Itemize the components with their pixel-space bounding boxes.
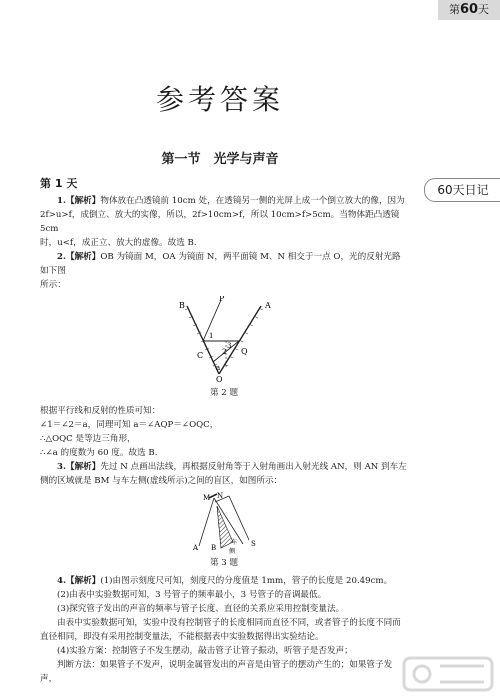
- label-A: A: [265, 301, 271, 310]
- label-A: A: [193, 544, 199, 552]
- day-heading: 第 1 天: [40, 177, 78, 190]
- q4-line-0: 4.【解析】(1)由图示刻度尺可知，刻度尺的分度值是 1mm，管子的长度是 20.49cm。: [57, 576, 393, 586]
- answer-content: [40, 194, 408, 686]
- q2-after-3: ∴∠a 的度数为 60 度。故选 B.: [40, 448, 158, 458]
- figure-q2: [169, 296, 279, 384]
- q4-line-3: 由表中实验数据可知，实验中没有控制管子的长度相同而直径不同，或者管子的长度不同而: [57, 618, 401, 628]
- label-M: M: [203, 494, 211, 502]
- label-C: C: [197, 351, 204, 360]
- figure-q3-caption: 第 3 题: [209, 558, 239, 568]
- label-B: B: [179, 301, 185, 310]
- page-number: 60: [459, 2, 479, 17]
- section-title: 第一节 光学与声音: [161, 152, 279, 167]
- q4-line-2: (3)探究管子发出的声音的频率与管子长度、直径的关系应采用控制变量法。: [57, 604, 345, 614]
- label-P: P: [219, 296, 225, 303]
- diary-tab[interactable]: 60天日记: [424, 178, 500, 202]
- q4-line-1: (2)由表中实验数据可知，3 号管子的频率最小，3 号管子的音调最低。: [57, 590, 327, 600]
- label-car: 车: [231, 539, 238, 546]
- figure-q3: [179, 492, 269, 554]
- figure-q2-caption: 第 2 题: [209, 388, 239, 398]
- q4-line-4: 直径相同，即没有采用控制变量法，不能根据表中实验数据得出实验结论。: [40, 632, 324, 642]
- q2-line-0: 2.【解析】OB 为镜面 M，OA 为镜面 N，两平面镜 M、N 相交于一点 O，光的反射光路如下图: [40, 252, 401, 276]
- q1-line-0: 1.【解析】物体放在凸透镜前 10cm 处，在透镜另一侧的光屏上成一个倒立放大的像，因为: [57, 196, 405, 206]
- label-O: O: [216, 375, 223, 384]
- q3-line-1: 侧的区域就是 BM 与车左侧(虚线所示)之间的盲区，如图所示：: [40, 476, 283, 486]
- q2-after-1: ∠1＝∠2＝a，同理可知 a＝∠AQP＝∠OQC，: [40, 420, 219, 430]
- page-title: 参考答案: [155, 83, 284, 116]
- label-side: 侧: [229, 548, 236, 554]
- q4-line-5: (4)实验方案：控制管子不发生摆动，敲击管子让管子振动，听管子是否发声；: [57, 646, 353, 656]
- q2-after-0: 根据平行线和反射的性质可知：: [40, 406, 161, 416]
- label-a: a: [216, 364, 221, 372]
- q1-line-1: 2f>u>f，成倒立、放大的实像，所以，2f>10cm>f，所以 10cm>f>5cm。当物体距凸透镜 5cm: [40, 210, 400, 234]
- q4-line-6: 判断方法：如果管子不发声，说明金属管发出的声音是由管子的摆动产生的；如果管子发声，: [40, 660, 393, 684]
- watermark-logo: [400, 654, 496, 694]
- q2-after-2: ∴△OQC 是等边三角形，: [40, 434, 136, 444]
- q3-line-0: 3.【解析】先过 N 点画出法线，再根据反射角等于入射角画出入射光线 AN，则 AN 到车左: [57, 462, 407, 472]
- label-B: B: [211, 544, 217, 552]
- label-S: S: [251, 540, 256, 548]
- label-3: 3: [227, 342, 232, 350]
- q2-line-1: 所示：: [40, 280, 66, 290]
- page-number-tab: 第60天: [438, 0, 500, 20]
- q1-line-2: 时，u<f，成正立、放大的虚像。故选 B.: [40, 238, 197, 248]
- label-2: 2: [222, 348, 227, 356]
- label-Q: Q: [241, 347, 248, 356]
- label-1: 1: [209, 332, 214, 340]
- label-N: N: [217, 492, 224, 500]
